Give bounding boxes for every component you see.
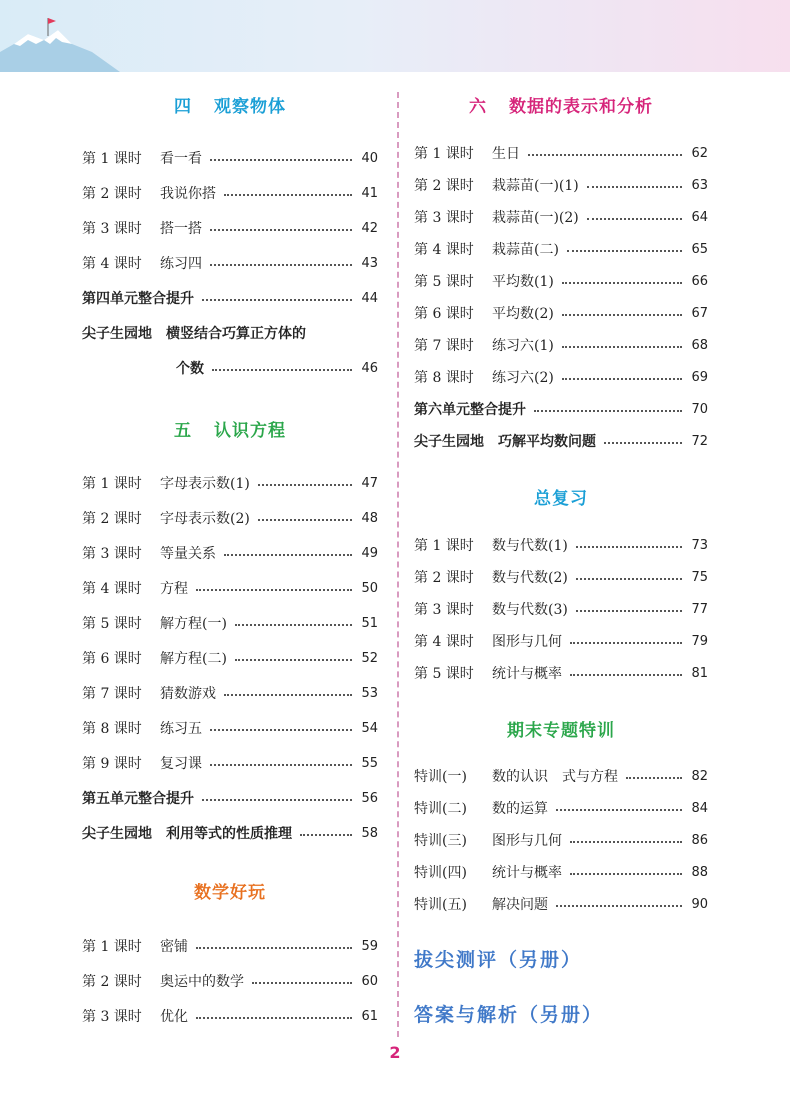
toc-entry[interactable]: 第 9 课时 复习课 55	[82, 755, 378, 772]
toc-entry[interactable]: 特训(五) 解决问题 90	[414, 896, 708, 913]
toc-entry[interactable]: 第 5 课时 平均数(1) 66	[414, 273, 708, 290]
toc-entry[interactable]: 第 3 课时 栽蒜苗(一)(2) 64	[414, 209, 708, 226]
toc-entry[interactable]: 第 2 课时 栽蒜苗(一)(1) 63	[414, 177, 708, 194]
toc-entry[interactable]: 第 4 课时 方程 50	[82, 580, 378, 597]
toc-entry-special-cont[interactable]: 个数 46	[176, 360, 378, 377]
extra-booklet-test[interactable]: 拔尖测评（另册）	[414, 949, 583, 971]
toc-entry[interactable]: 第 3 课时 优化 61	[82, 1008, 378, 1025]
toc-entry[interactable]: 第 1 课时 字母表示数(1) 47	[82, 475, 378, 492]
section-title-unit6: 六 数据的表示和分析	[469, 97, 653, 117]
header-banner	[0, 0, 790, 72]
toc-entry-special[interactable]: 尖子生园地 巧解平均数问题 72	[414, 433, 708, 450]
toc-entry[interactable]: 特训(三) 图形与几何 86	[414, 832, 708, 849]
toc-entry[interactable]: 第 3 课时 数与代数(3) 77	[414, 601, 708, 618]
toc-entry-summary[interactable]: 第五单元整合提升 56	[82, 790, 378, 807]
toc-entry[interactable]: 第 3 课时 等量关系 49	[82, 545, 378, 562]
mountain-flag-icon	[0, 0, 120, 72]
toc-entry[interactable]: 第 6 课时 解方程(二) 52	[82, 650, 378, 667]
toc-entry[interactable]: 第 6 课时 平均数(2) 67	[414, 305, 708, 322]
toc-entry[interactable]: 第 4 课时 图形与几何 79	[414, 633, 708, 650]
toc-entry[interactable]: 第 2 课时 字母表示数(2) 48	[82, 510, 378, 527]
toc-entry-special[interactable]: 尖子生园地 利用等式的性质推理 58	[82, 825, 378, 842]
page-number: 2	[389, 1043, 401, 1062]
toc-entry[interactable]: 第 4 课时 栽蒜苗(二) 65	[414, 241, 708, 258]
toc-entry-summary[interactable]: 第六单元整合提升 70	[414, 401, 708, 418]
toc-entry[interactable]: 特训(一) 数的认识 式与方程 82	[414, 768, 708, 785]
toc-entry[interactable]: 第 1 课时 看一看 40	[82, 150, 378, 167]
toc-entry[interactable]: 第 7 课时 练习六(1) 68	[414, 337, 708, 354]
toc-entry[interactable]: 第 2 课时 数与代数(2) 75	[414, 569, 708, 586]
toc-entry-summary[interactable]: 第四单元整合提升 44	[82, 290, 378, 307]
toc-entry[interactable]: 特训(二) 数的运算 84	[414, 800, 708, 817]
toc-entry[interactable]: 第 1 课时 生日 62	[414, 145, 708, 162]
toc-entry[interactable]: 第 1 课时 密铺 59	[82, 938, 378, 955]
toc-entry[interactable]: 第 5 课时 统计与概率 81	[414, 665, 708, 682]
toc-entry[interactable]: 第 4 课时 练习四 43	[82, 255, 378, 272]
toc-entry[interactable]: 第 5 课时 解方程(一) 51	[82, 615, 378, 632]
toc-entry[interactable]: 第 8 课时 练习六(2) 69	[414, 369, 708, 386]
toc-entry-special[interactable]: 尖子生园地 横竖结合巧算正方体的	[82, 326, 306, 342]
extra-booklet-answers[interactable]: 答案与解析（另册）	[414, 1004, 604, 1026]
toc-entry[interactable]: 特训(四) 统计与概率 88	[414, 864, 708, 881]
toc-entry[interactable]: 第 8 课时 练习五 54	[82, 720, 378, 737]
toc-entry[interactable]: 第 1 课时 数与代数(1) 73	[414, 537, 708, 554]
section-title-final: 期末专题特训	[507, 721, 615, 741]
section-title-unit4: 四 观察物体	[174, 97, 286, 117]
toc-entry[interactable]: 第 3 课时 搭一搭 42	[82, 220, 378, 237]
column-divider	[397, 92, 399, 1037]
section-title-review: 总复习	[534, 489, 588, 509]
toc-entry[interactable]: 第 2 课时 奥运中的数学 60	[82, 973, 378, 990]
toc-entry[interactable]: 第 7 课时 猜数游戏 53	[82, 685, 378, 702]
toc-entry[interactable]: 第 2 课时 我说你搭 41	[82, 185, 378, 202]
section-title-fun: 数学好玩	[194, 883, 266, 903]
section-title-unit5: 五 认识方程	[174, 421, 286, 441]
